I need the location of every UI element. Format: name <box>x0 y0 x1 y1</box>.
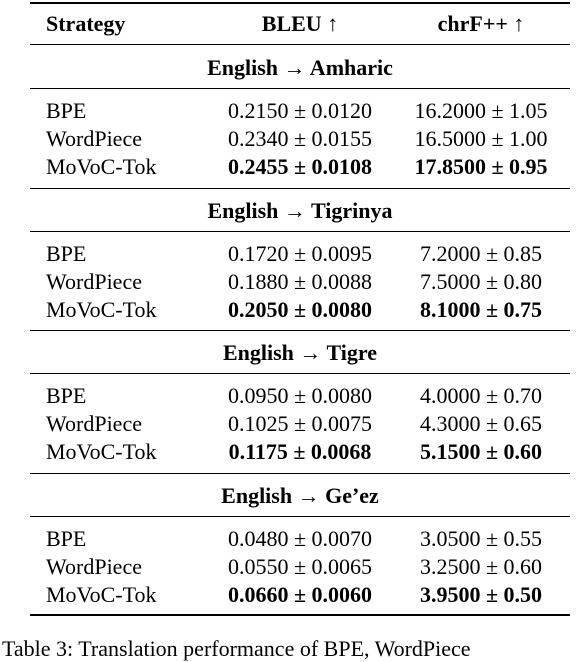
header-chrf: chrF++ ↑ <box>437 11 525 36</box>
section-title-amharic: English → Amharic <box>207 55 393 80</box>
header-strategy: Strategy <box>46 11 126 36</box>
row-chrf-best: 8.1000 ± 0.75 <box>419 297 543 322</box>
row-strategy: WordPiece <box>46 554 142 579</box>
row-strategy: WordPiece <box>46 126 142 151</box>
row-chrf: 3.0500 ± 0.55 <box>419 526 543 551</box>
section-rule <box>30 188 570 189</box>
row-bleu: 0.0480 ± 0.0070 <box>227 526 373 551</box>
row-chrf-best: 5.1500 ± 0.60 <box>419 439 543 464</box>
row-bleu-best: 0.0660 ± 0.0060 <box>227 582 373 607</box>
row-strategy: WordPiece <box>46 411 142 436</box>
row-bleu: 0.0550 ± 0.0065 <box>227 554 373 579</box>
row-bleu: 0.2340 ± 0.0155 <box>227 126 373 151</box>
row-bleu-best: 0.1175 ± 0.0068 <box>228 439 372 464</box>
row-strategy: BPE <box>46 241 87 266</box>
row-strategy: MoVoC-Tok <box>46 582 157 607</box>
table-caption: Table 3: Translation performance of BPE, WordPiece <box>2 636 471 661</box>
row-strategy: MoVoC-Tok <box>46 297 157 322</box>
row-bleu-best: 0.2455 ± 0.0108 <box>227 154 373 179</box>
row-chrf-best: 17.8500 ± 0.95 <box>414 154 548 179</box>
section-rule <box>30 88 570 89</box>
row-chrf: 3.2500 ± 0.60 <box>419 554 543 579</box>
section-rule <box>30 516 570 517</box>
bottom-rule <box>30 614 570 616</box>
row-chrf: 16.5000 ± 1.00 <box>414 126 548 151</box>
row-bleu-best: 0.2050 ± 0.0080 <box>227 297 373 322</box>
section-title-tigrinya: English → Tigrinya <box>207 198 393 223</box>
row-chrf: 7.5000 ± 0.80 <box>419 269 543 294</box>
row-bleu: 0.1720 ± 0.0095 <box>227 241 373 266</box>
row-strategy: WordPiece <box>46 269 142 294</box>
row-strategy: MoVoC-Tok <box>46 154 157 179</box>
row-strategy: BPE <box>46 526 87 551</box>
section-rule <box>30 373 570 374</box>
section-title-tigre: English → Tigre <box>222 340 378 365</box>
row-strategy: BPE <box>46 98 87 123</box>
row-strategy: MoVoC-Tok <box>46 439 157 464</box>
row-chrf-best: 3.9500 ± 0.50 <box>419 582 543 607</box>
section-rule <box>30 330 570 331</box>
row-bleu: 0.1025 ± 0.0075 <box>227 411 373 436</box>
section-rule <box>30 231 570 232</box>
header-bleu: BLEU ↑ <box>261 11 339 36</box>
section-rule <box>30 473 570 474</box>
row-bleu: 0.1880 ± 0.0088 <box>227 269 373 294</box>
row-strategy: BPE <box>46 383 87 408</box>
header-rule <box>30 44 570 45</box>
row-chrf: 4.0000 ± 0.70 <box>419 383 543 408</box>
top-rule <box>30 2 570 4</box>
section-title-geez: English → Ge’ez <box>221 483 379 508</box>
row-chrf: 4.3000 ± 0.65 <box>419 411 543 436</box>
row-chrf: 16.2000 ± 1.05 <box>414 98 548 123</box>
row-bleu: 0.2150 ± 0.0120 <box>227 98 373 123</box>
row-chrf: 7.2000 ± 0.85 <box>419 241 543 266</box>
row-bleu: 0.0950 ± 0.0080 <box>227 383 373 408</box>
